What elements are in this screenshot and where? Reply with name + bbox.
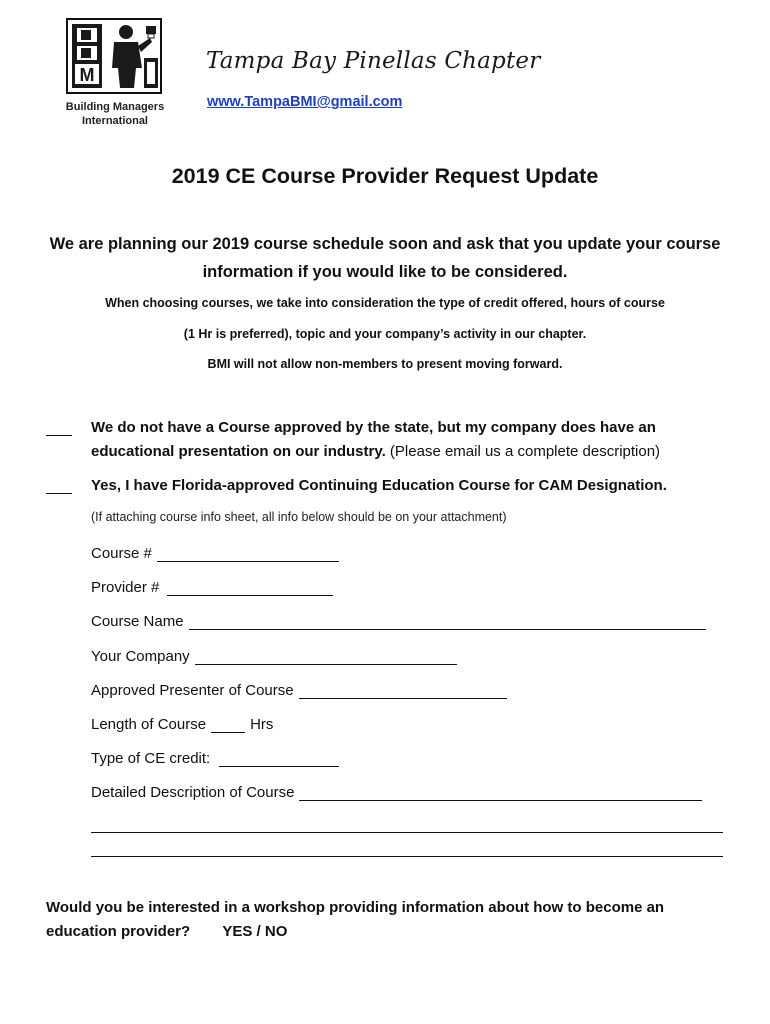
credit-type-field bbox=[91, 747, 339, 767]
attachment-note: (If attaching course info sheet, all info below should be on your attachment) bbox=[91, 510, 507, 524]
credit-type-blank[interactable] bbox=[219, 750, 339, 767]
document-title: 2019 CE Course Provider Request Update bbox=[171, 164, 599, 188]
course-length-label: Length of Course bbox=[91, 716, 207, 733]
provider-number-label: Provider # bbox=[91, 579, 160, 596]
option1-normal-text: (Please email us a complete description) bbox=[389, 443, 661, 460]
course-number-field bbox=[91, 542, 339, 562]
course-length-blank[interactable] bbox=[211, 716, 245, 733]
workshop-question bbox=[46, 896, 726, 944]
option1-text bbox=[91, 416, 731, 464]
option1-bold-text: We do not have a Course approved by the state, but my company does have an educational presentation on our industry. bbox=[91, 419, 656, 460]
course-length-field bbox=[91, 713, 273, 733]
course-length-unit: Hrs bbox=[250, 716, 274, 733]
svg-text:M: M bbox=[79, 65, 95, 85]
presenter-blank[interactable] bbox=[299, 682, 507, 699]
workshop-question-text: Would you be interested in a workshop providing information about how to become an education provider? bbox=[46, 899, 665, 940]
provider-number-blank[interactable] bbox=[167, 579, 333, 596]
option2-text bbox=[91, 474, 731, 498]
description-label: Detailed Description of Course bbox=[91, 784, 295, 801]
selection-note-1: When choosing courses, we take into consideration the type of credit offered, hours of course bbox=[105, 296, 665, 310]
chapter-title: Tampa Bay Pinellas Chapter bbox=[206, 48, 541, 74]
option1-check-blank[interactable] bbox=[46, 421, 72, 436]
course-name-label: Course Name bbox=[91, 613, 184, 630]
option2-check-blank[interactable] bbox=[46, 479, 72, 494]
bmi-logo-icon bbox=[66, 18, 162, 94]
company-field bbox=[91, 645, 457, 665]
selection-note-3: BMI will not allow non-members to present moving forward. bbox=[207, 357, 563, 371]
provider-number-field bbox=[91, 576, 333, 596]
description-blank-line-3[interactable] bbox=[91, 856, 723, 857]
chapter-email-link[interactable]: www.TampaBMI@gmail.com bbox=[207, 94, 403, 110]
presenter-label: Approved Presenter of Course bbox=[91, 682, 294, 699]
company-label: Your Company bbox=[91, 648, 190, 665]
intro-text: We are planning our 2019 course schedule soon and ask that you update your course information if you would like to be considered. bbox=[49, 235, 721, 281]
selection-note-2: (1 Hr is preferred), topic and your company’s activity in our chapter. bbox=[183, 327, 587, 341]
logo-caption-line1: Building Managers bbox=[65, 101, 165, 113]
company-blank[interactable] bbox=[195, 648, 457, 665]
logo-caption bbox=[52, 100, 178, 128]
course-name-blank[interactable] bbox=[189, 613, 706, 630]
description-blank-line-2[interactable] bbox=[91, 832, 723, 833]
description-blank[interactable] bbox=[299, 784, 702, 801]
yes-no-answers[interactable]: YES / NO bbox=[222, 923, 288, 940]
course-name-field bbox=[91, 610, 706, 630]
credit-type-label: Type of CE credit: bbox=[91, 750, 211, 767]
description-field bbox=[91, 781, 702, 801]
course-number-blank[interactable] bbox=[157, 545, 339, 562]
course-number-label: Course # bbox=[91, 545, 152, 562]
option2-bold-text: Yes, I have Florida-approved Continuing Education Course for CAM Designation. bbox=[91, 477, 667, 494]
logo-caption-line2: International bbox=[81, 115, 148, 127]
presenter-field bbox=[91, 679, 507, 699]
